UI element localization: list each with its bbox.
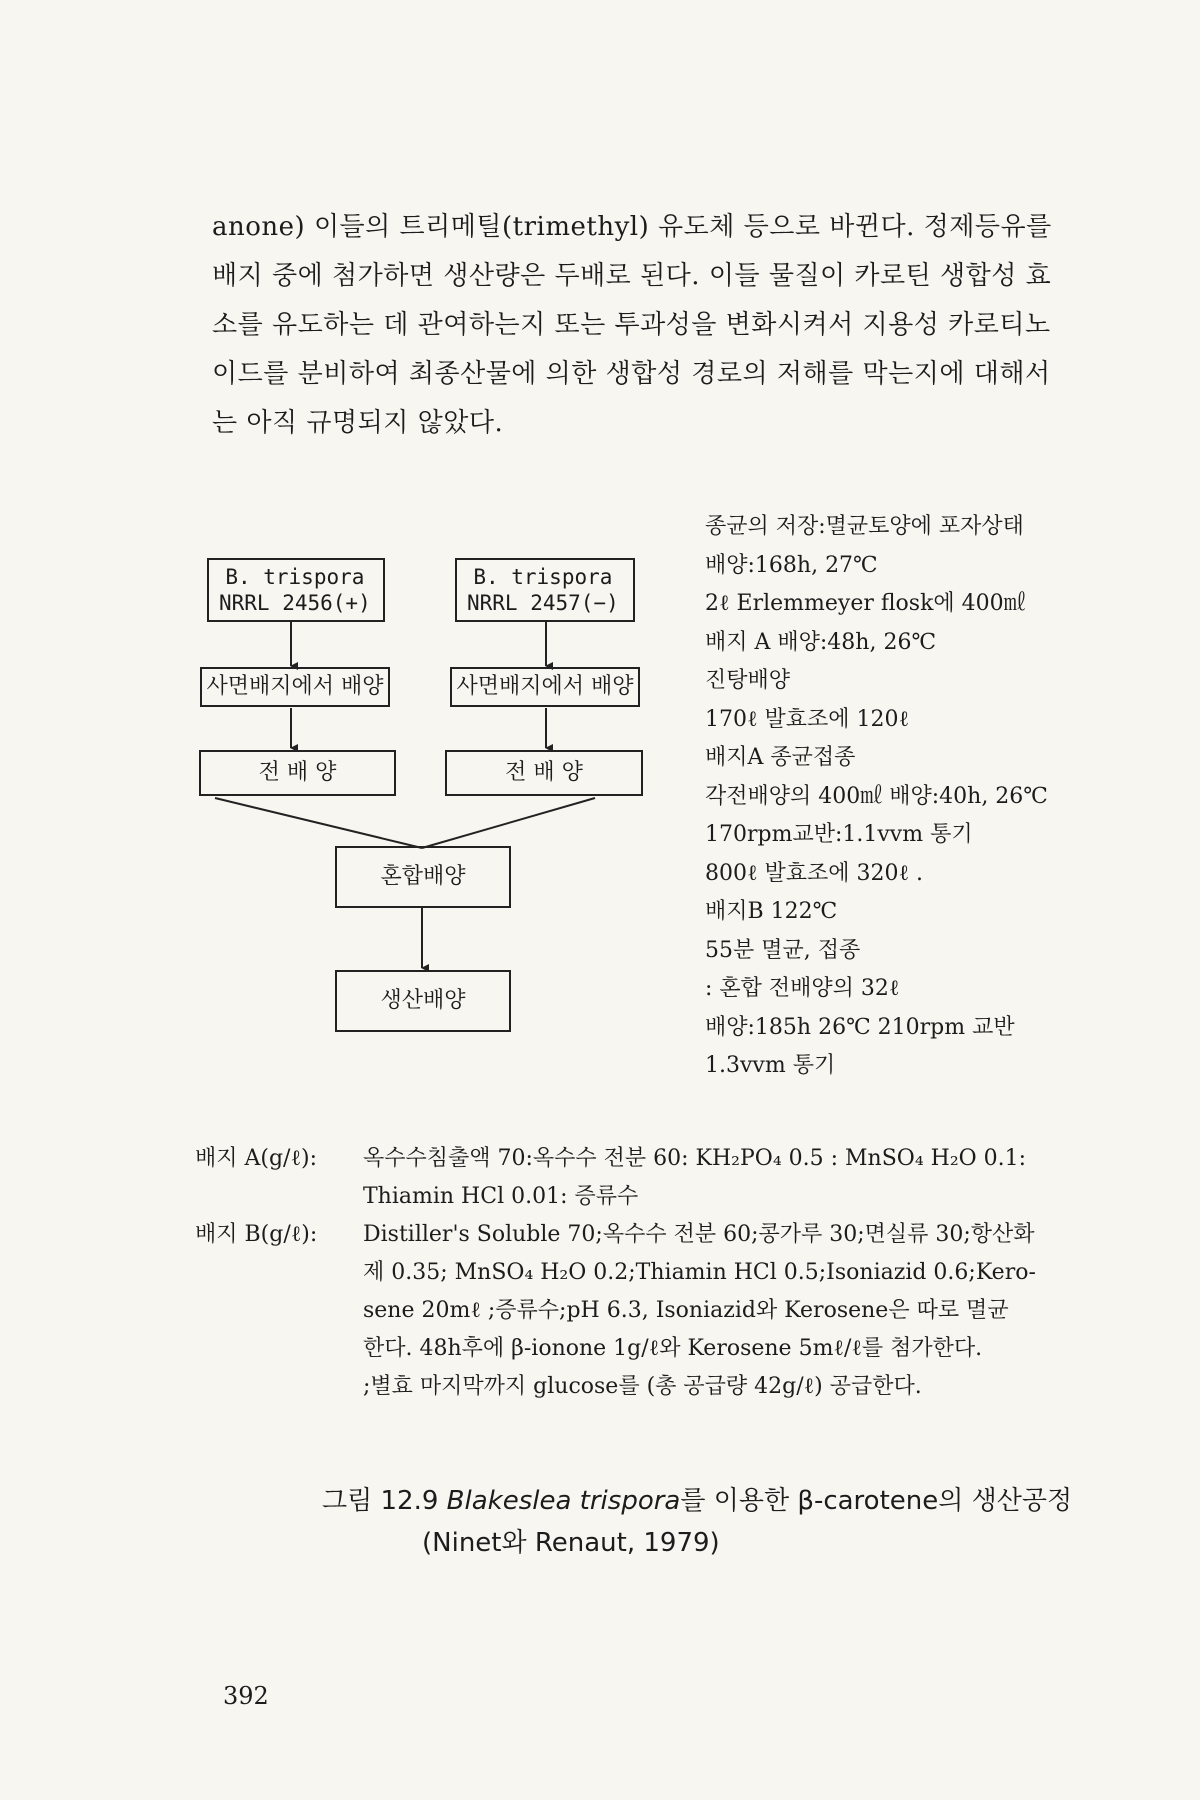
note-line: 배양:168h, 27℃ [705,552,878,578]
figure-caption [322,1480,1072,1564]
note-line: 2ℓ Erlemmeyer flosk에 400㎖ [705,591,1026,616]
culture-conditions-notes [705,508,1085,1086]
body-line: 소를 유도하는 데 관여하는지 또는 투과성을 변화시켜서 지용성 카로티노 [212,310,1051,340]
strain-right-id: NRRL 2457(−) [467,591,619,615]
process-flowchart [195,550,675,1070]
strain-box-left [207,558,385,622]
medium-a-label: 배지 A(g/ℓ): [195,1146,317,1171]
medium-b-line: ;별효 마지막까지 glucose를 (총 공급량 42g/ℓ) 공급한다. [363,1374,922,1399]
strain-right-name: B. trispora [473,565,613,589]
note-line: 진탕배양 [705,668,791,693]
preculture-box-right: 전 배 양 [445,750,643,796]
strain-left-name: B. trispora [225,565,365,589]
note-line: : 혼합 전배양의 32ℓ [705,976,900,1001]
body-line: 이드를 분비하여 최종산물에 의한 생합성 경로의 저해를 막는지에 대해서 [212,359,1051,389]
note-line: 55분 멸균, 접종 [705,937,861,963]
note-line: 배지B 122℃ [705,899,838,924]
media-composition [195,1140,1095,1406]
body-paragraph [212,203,1062,448]
medium-b-line: 한다. 48h후에 β-ionone 1g/ℓ와 Kerosene 5mℓ/ℓ를 첨가한다. [363,1336,983,1361]
strain-left-id: NRRL 2456(+) [219,591,371,615]
merge-line-right [422,798,595,848]
note-line: 배양:185h 26℃ 210rpm 교반 [705,1014,1015,1040]
mixed-culture-box: 혼합배양 [335,846,511,908]
caption-suffix: 를 이용한 β-carotene의 생산공정 [680,1486,1073,1516]
note-line: 800ℓ 발효조에 320ℓ . [705,860,924,886]
body-line: 배지 중에 첨가하면 생산량은 두배로 된다. 이들 물질이 카로틴 생합성 효 [212,261,1052,291]
medium-a [195,1140,1095,1216]
slant-culture-box-right: 사면배지에서 배양 [450,667,640,707]
production-culture-box: 생산배양 [335,970,511,1032]
note-line: 배지 A 배양:48h, 26℃ [705,629,937,655]
page-number: 392 [223,1682,269,1710]
medium-b-line: 제 0.35; MnSO₄ H₂O 0.2;Thiamin HCl 0.5;Isoniazid 0.6;Kero- [363,1260,1036,1285]
medium-b-line: sene 20mℓ ;증류수;pH 6.3, Isoniazid와 Kerosene은 따로 멸균 [363,1298,1009,1323]
note-line: 170rpm교반:1.1vvm 통기 [705,822,973,847]
medium-a-line: 옥수수침출액 70:옥수수 전분 60: KH₂PO₄ 0.5 : MnSO₄ H₂O 0.1: [363,1146,1027,1171]
slant-culture-box-left: 사면배지에서 배양 [200,667,390,707]
medium-b-line: Distiller's Soluble 70;옥수수 전분 60;콩가루 30;면실류 30;항산화 [363,1222,1035,1247]
body-line: anone) 이들의 트리메틸(trimethyl) 유도체 등으로 바뀐다. 정제등유를 [212,212,1052,242]
preculture-box-left: 전 배 양 [199,750,396,796]
note-line: 배지A 종균접종 [705,745,856,770]
medium-a-line: Thiamin HCl 0.01: 증류수 [363,1184,639,1209]
note-line: 각전배양의 400㎖ 배양:40h, 26℃ [705,783,1048,809]
medium-b [195,1216,1095,1406]
body-line: 는 아직 규명되지 않았다. [212,408,504,438]
medium-b-label: 배지 B(g/ℓ): [195,1222,318,1247]
note-line: 1.3vvm 통기 [705,1053,836,1078]
note-line: 종균의 저장:멸균토양에 포자상태 [705,514,1024,539]
caption-prefix: 그림 12.9 [322,1486,447,1516]
note-line: 170ℓ 발효조에 120ℓ [705,706,910,732]
caption-citation: (Ninet와 Renaut, 1979) [422,1528,720,1558]
caption-species: Blakeslea trispora [446,1486,681,1516]
strain-box-right [455,558,635,622]
merge-line-left [215,798,422,848]
